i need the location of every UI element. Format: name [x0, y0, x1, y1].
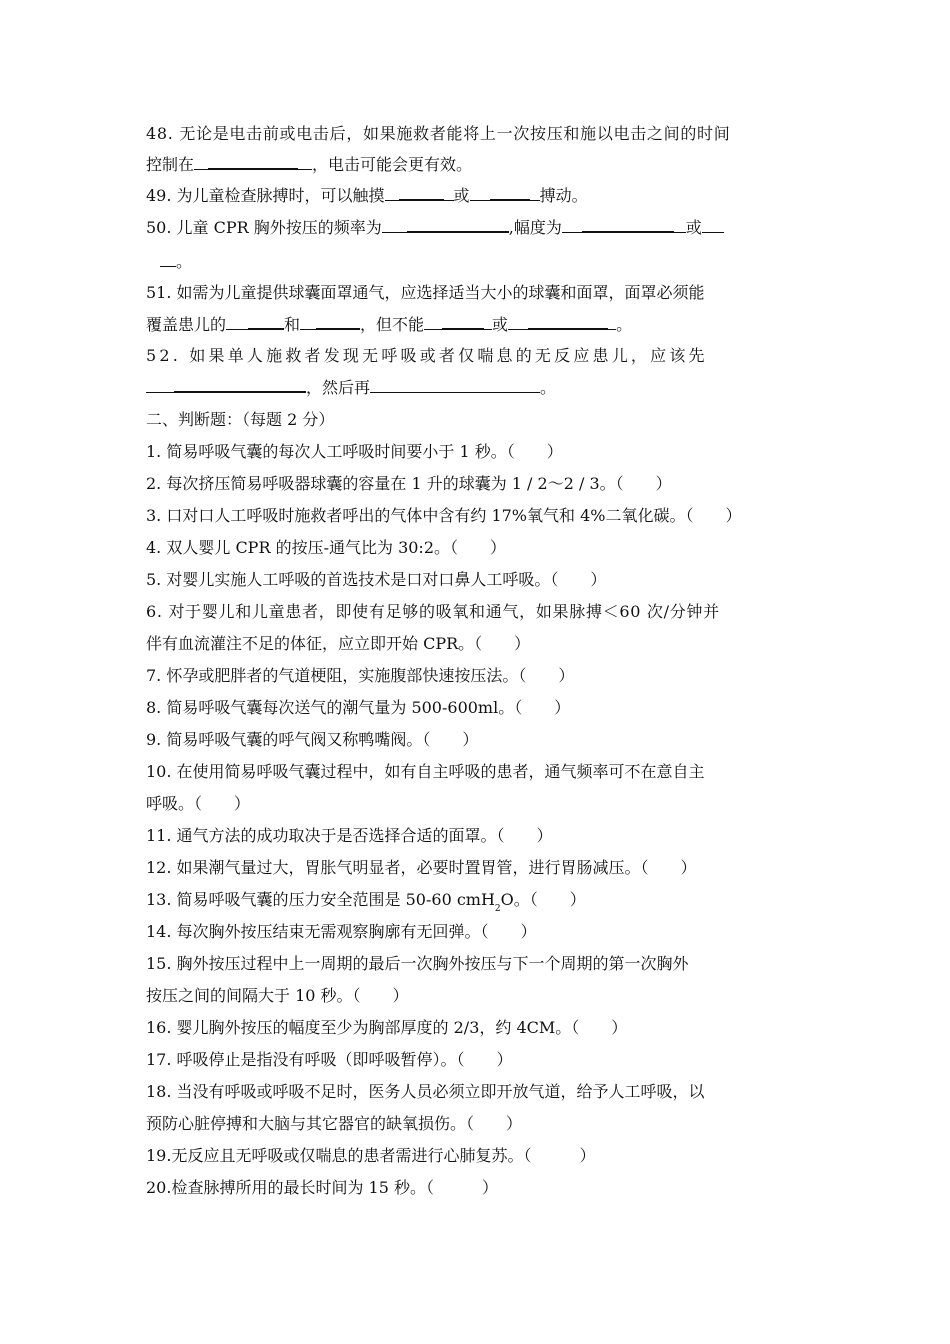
q50-blank-1a[interactable] — [382, 232, 407, 233]
tf-q15-line2: 按压之间的间隔大于 10 秒。（ ） — [146, 986, 409, 1005]
tf-q16: 16. 婴儿胸外按压的幅度至少为胸部厚度的 2/3，约 4CM。（ ） — [146, 1018, 628, 1037]
q49-text-end: 搏动。 — [539, 186, 588, 205]
tf-q19: 19.无反应且无呼吸或仅喘息的患者需进行心肺复苏。（ ） — [146, 1146, 596, 1165]
q52-text-end: 。 — [540, 378, 557, 397]
q51-text-mid: ，但不能 — [360, 315, 425, 334]
q48-blank[interactable] — [208, 168, 298, 170]
tf-q5: 5. 对婴儿实施人工呼吸的首选技术是口对口鼻人工呼吸。（ ） — [146, 570, 607, 589]
tf-q8: 8. 简易呼吸气囊每次送气的潮气量为 500-600ml。（ ） — [146, 698, 571, 717]
q48-blank-a[interactable] — [194, 169, 208, 170]
tf-q18-line2: 预防心脏停搏和大脑与其它器官的缺氧损伤。（ ） — [146, 1114, 523, 1133]
section-title: 二、判断题：（每题 2 分） — [146, 410, 335, 429]
tf-q13-subscript: 2 — [494, 904, 501, 914]
tf-q18-line1: 18. 当没有呼吸或呼吸不足时，医务人员必须立即开放气道，给予人工呼吸，以 — [146, 1082, 705, 1101]
q52-line2 — [146, 378, 556, 400]
q52-line1: 52. 如果单人施救者发现无呼吸或者仅喘息的无反应患儿，应该先 — [146, 346, 708, 365]
q49-blank-1b[interactable] — [444, 200, 454, 201]
q50-text-mid1: ,幅度为 — [508, 218, 562, 237]
q50-text-start: 50. 儿童 CPR 胸外按压的频率为 — [146, 218, 382, 237]
q50-blank-2[interactable] — [582, 231, 674, 233]
q51-blank-3[interactable] — [442, 328, 484, 330]
q49-blank-2b[interactable] — [530, 200, 540, 201]
q50-blank-2a[interactable] — [562, 232, 582, 233]
tf-q10-line2: 呼吸。（ ） — [146, 794, 251, 813]
q51-blank-4b[interactable] — [608, 329, 616, 330]
tf-q7: 7. 怀孕或肥胖者的气道梗阻，实施腹部快速按压法。（ ） — [146, 666, 575, 685]
q49-text-mid: 或 — [453, 186, 470, 205]
q48-line2 — [146, 155, 472, 177]
q51-blank-4a[interactable] — [508, 329, 528, 330]
q51-text-start: 覆盖患儿的 — [146, 315, 227, 334]
q52-blank-1a[interactable] — [146, 392, 174, 393]
q51-blank-4[interactable] — [528, 328, 608, 330]
q51-blank-1[interactable] — [248, 328, 284, 330]
q48-line1: 48. 无论是电击前或电击后，如果施救者能将上一次按压和施以电击之间的时间 — [146, 124, 731, 143]
tf-q11: 11. 通气方法的成功取决于是否选择合适的面罩。（ ） — [146, 826, 553, 845]
q50-blank-1[interactable] — [407, 231, 509, 233]
q52-blank-2[interactable] — [370, 392, 540, 393]
q49-blank-1a[interactable] — [385, 200, 399, 201]
q49-text-start: 49. 为儿童检查脉搏时，可以触摸 — [146, 186, 385, 205]
tf-q1: 1. 简易呼吸气囊的每次人工呼吸时间要小于 1 秒。（ ） — [146, 442, 563, 461]
tf-q6-line2: 伴有血流灌注不足的体征，应立即开始 CPR。（ ） — [146, 634, 531, 653]
q49-blank-1[interactable] — [399, 199, 444, 201]
tf-q20: 20.检查脉搏所用的最长时间为 15 秒。（ ） — [146, 1178, 498, 1197]
q51-blank-2[interactable] — [316, 328, 360, 330]
tf-q6-line1: 6. 对于婴儿和儿童患者，即使有足够的吸氧和通气，如果脉搏＜60 次/分钟并 — [146, 602, 720, 621]
tf-q9: 9. 简易呼吸气囊的呼气阀又称鸭嘴阀。（ ） — [146, 730, 479, 749]
q50-line2 — [160, 252, 192, 274]
tf-q15-line1: 15. 胸外按压过程中上一周期的最后一次胸外按压与下一个周期的第一次胸外 — [146, 954, 689, 973]
q51-blank-2a[interactable] — [300, 329, 316, 330]
q49-line — [146, 186, 588, 208]
q49-blank-2a[interactable] — [470, 200, 490, 201]
tf-q13 — [146, 890, 586, 912]
tf-q14: 14. 每次胸外按压结束无需观察胸廓有无回弹。（ ） — [146, 922, 537, 941]
tf-q13-text-start: 13. 简易呼吸气囊的压力安全范围是 50-60 cmH — [146, 890, 495, 909]
q50-blank-3[interactable] — [160, 266, 176, 267]
tf-q3: 3. 口对口人工呼吸时施救者呼出的气体中含有约 17%氧气和 4%二氧化碳。（ ） — [146, 506, 742, 525]
q48-text-end: ，电击可能会更有效。 — [312, 155, 473, 174]
q51-blank-3b[interactable] — [484, 329, 492, 330]
q50-text-end: 。 — [176, 252, 193, 271]
q51-blank-3a[interactable] — [424, 329, 442, 330]
q52-blank-1[interactable] — [174, 391, 306, 393]
q51-line1: 51. 如需为儿童提供球囊面罩通气，应选择适当大小的球囊和面罩，面罩必须能 — [146, 283, 705, 302]
q51-text-or: 或 — [492, 315, 509, 334]
q48-blank-b[interactable] — [298, 169, 312, 170]
tf-q12: 12. 如果潮气量过大，胃胀气明显者，必要时置胃管，进行胃肠减压。（ ） — [146, 858, 697, 877]
tf-q2: 2. 每次挤压简易呼吸器球囊的容量在 1 升的球囊为 1 / 2～2 / 3。（ ） — [146, 474, 672, 493]
q50-line1 — [146, 218, 724, 240]
q51-line2 — [146, 315, 632, 337]
q48-text-start: 控制在 — [146, 155, 195, 174]
q49-blank-2[interactable] — [490, 199, 530, 201]
q50-blank-3a[interactable] — [702, 232, 724, 233]
q51-blank-1a[interactable] — [226, 329, 248, 330]
q51-text-end: 。 — [616, 315, 633, 334]
q51-text-and: 和 — [284, 315, 301, 334]
q50-blank-2b[interactable] — [674, 232, 686, 233]
tf-q13-text-end: O。（ ） — [500, 890, 586, 909]
q50-text-mid2: 或 — [685, 218, 702, 237]
q52-text-mid: ，然后再 — [306, 378, 371, 397]
tf-q17: 17. 呼吸停止是指没有呼吸（即呼吸暂停）。（ ） — [146, 1050, 513, 1069]
tf-q10-line1: 10. 在使用简易呼吸气囊过程中，如有自主呼吸的患者，通气频率可不在意自主 — [146, 762, 705, 781]
tf-q4: 4. 双人婴儿 CPR 的按压-通气比为 30:2。（ ） — [146, 538, 507, 557]
